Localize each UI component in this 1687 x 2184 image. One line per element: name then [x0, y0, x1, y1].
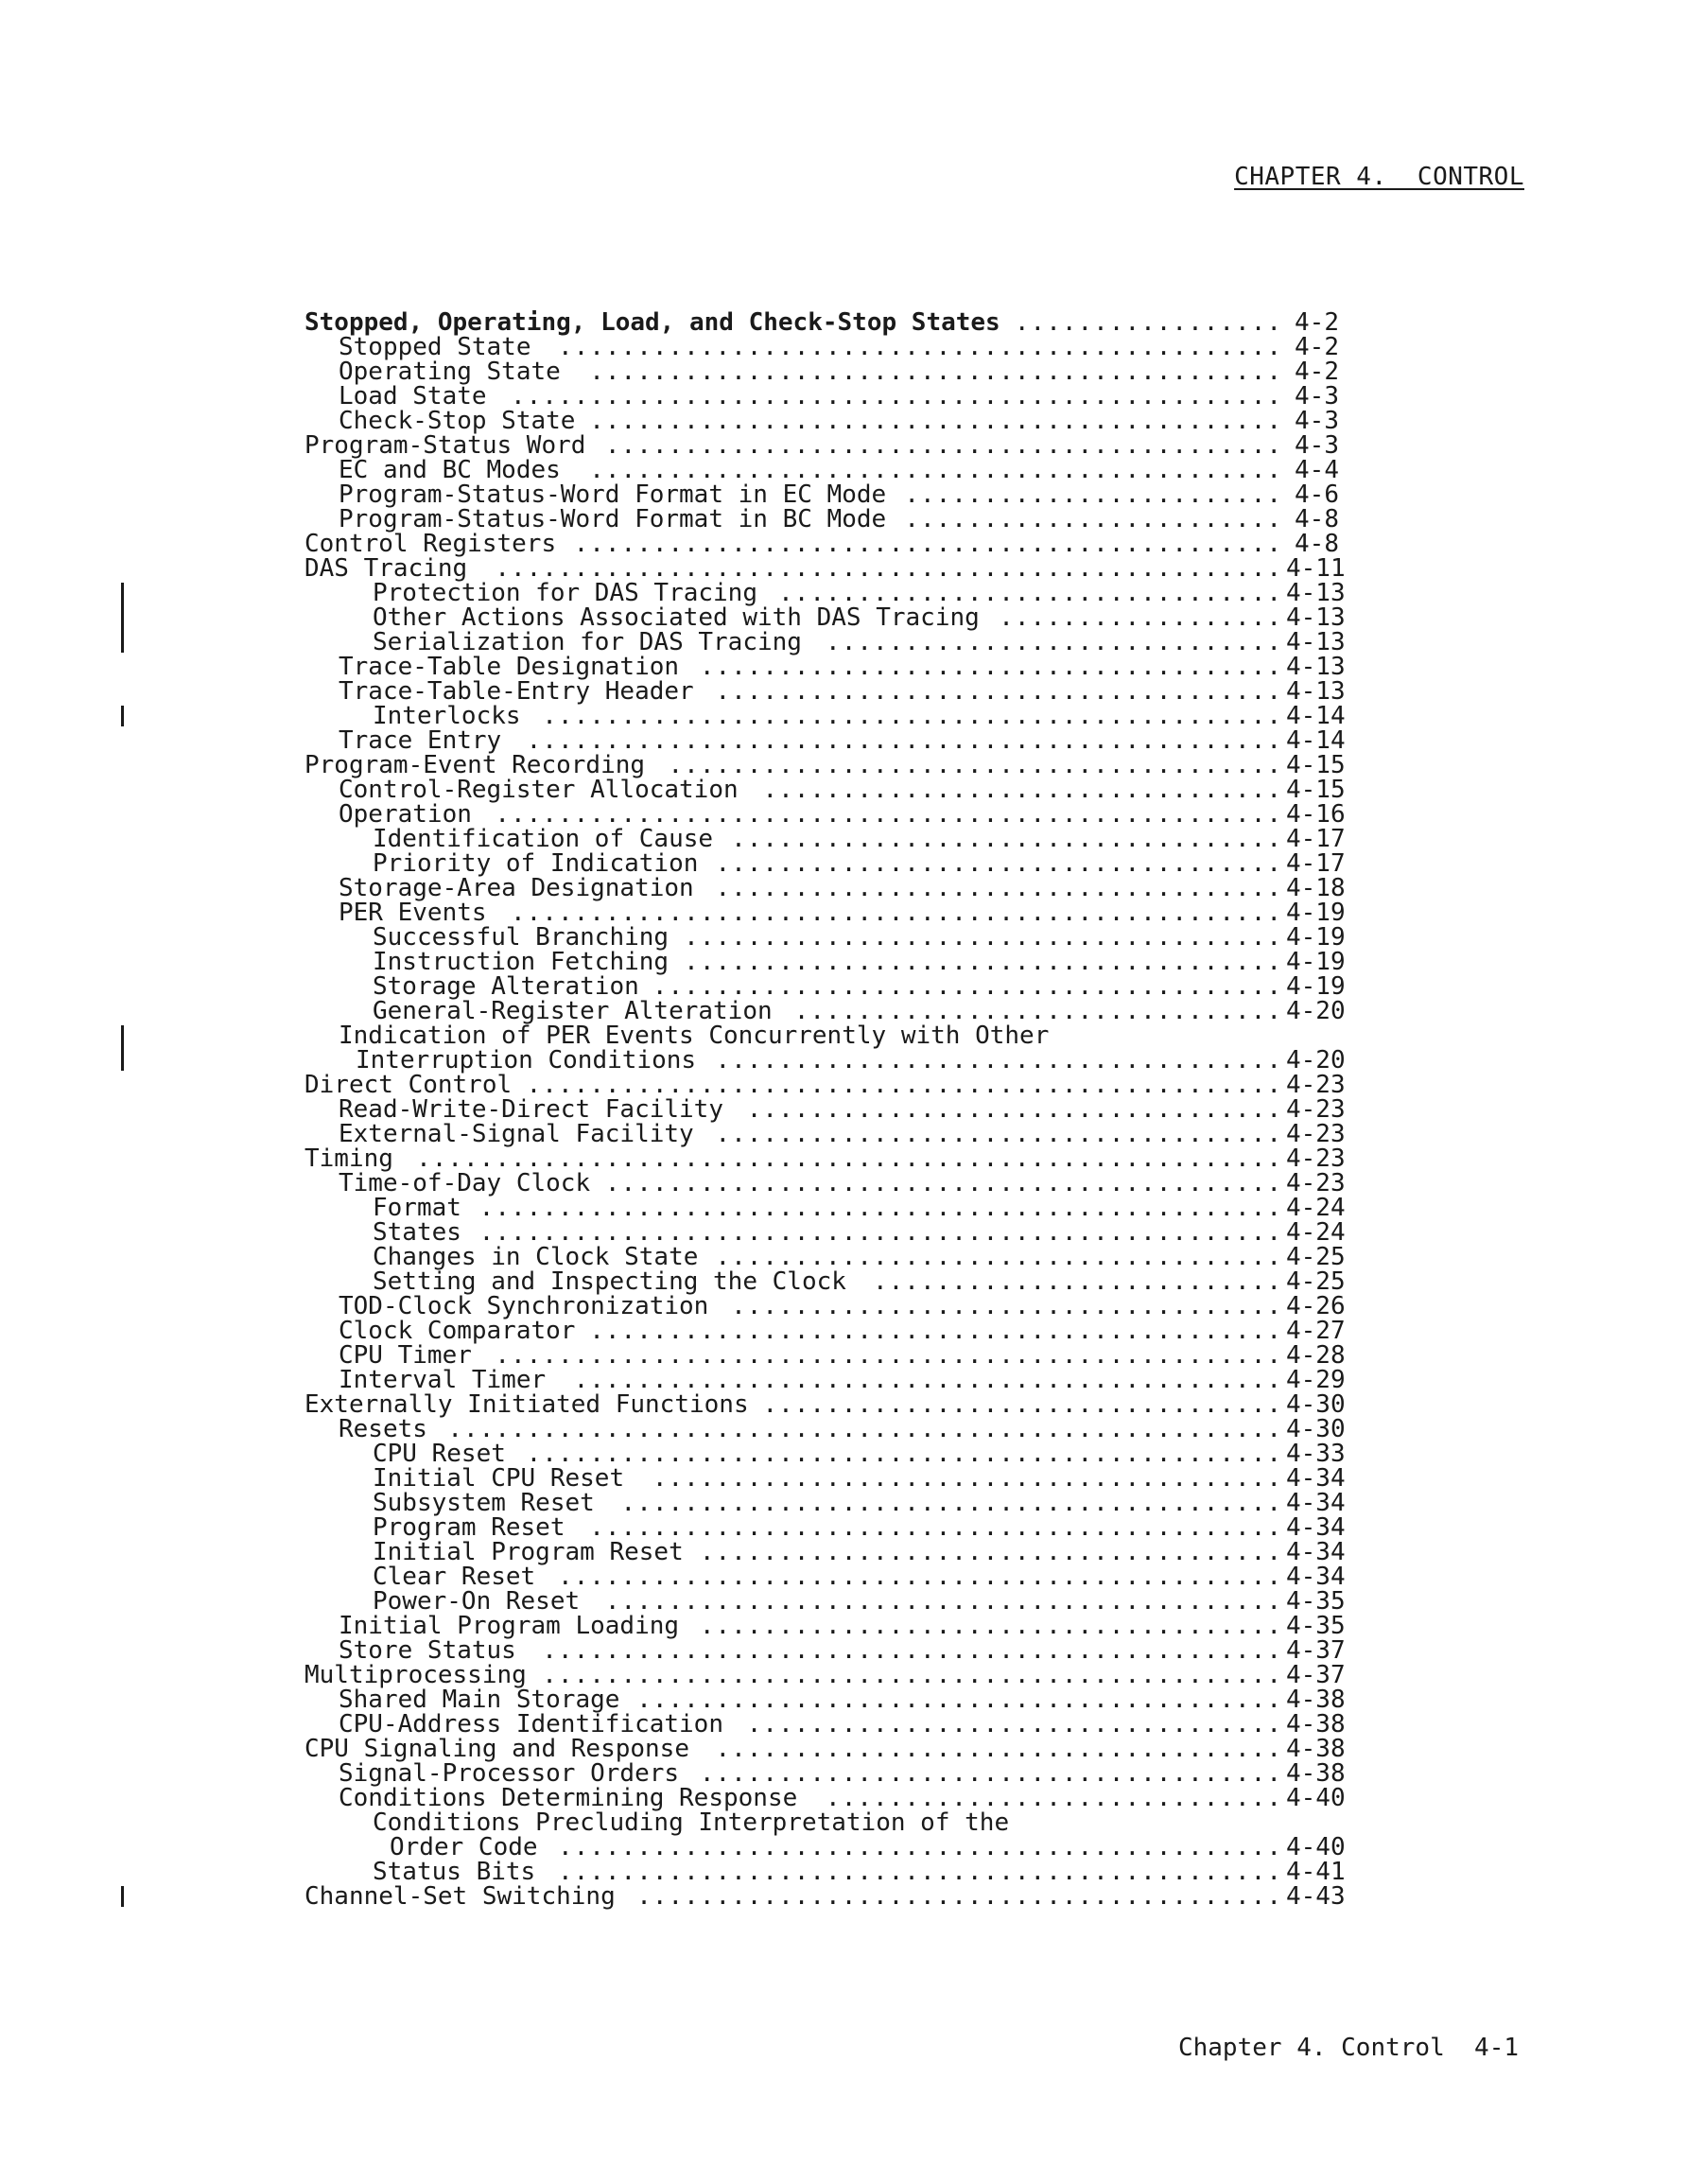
toc-entry-page: 4-2	[1295, 333, 1339, 361]
toc-entry-title: Interval Timer	[339, 1366, 547, 1394]
toc-entry-title: Load State	[339, 382, 487, 411]
toc-entry-title: Indication of PER Events Concurrently with Other	[339, 1022, 1050, 1050]
toc-entry-title: Order Code	[390, 1833, 538, 1861]
toc-entry-title: Trace-Table-Entry Header	[339, 677, 694, 706]
toc-entry	[304, 1735, 1346, 1763]
toc-entry-page: 4-13	[1286, 603, 1346, 632]
toc-entry-title: Storage-Area Designation	[339, 874, 694, 902]
toc-entry-title: Check-Stop State	[339, 407, 576, 435]
toc-entry-page: 4-20	[1286, 1046, 1346, 1075]
toc-entry-title: EC and BC Modes	[339, 456, 561, 484]
dot-leader: .................................................	[510, 899, 1282, 927]
toc-entry	[304, 653, 1346, 681]
toc-entry	[304, 923, 1346, 952]
toc-entry-title: Other Actions Associated with DAS Tracing	[373, 603, 980, 632]
toc-entry-title: CPU Reset	[373, 1440, 506, 1468]
toc-entry-title: Serialization for DAS Tracing	[373, 628, 802, 656]
toc-entry	[304, 1169, 1346, 1197]
toc-entry	[304, 603, 1346, 632]
toc-entry	[304, 579, 1346, 607]
toc-entry-title: Multiprocessing	[304, 1661, 527, 1689]
toc-entry-title: Channel-Set Switching	[304, 1882, 616, 1911]
toc-entry	[304, 1464, 1346, 1493]
toc-entry	[304, 628, 1346, 656]
toc-entry-title: Signal-Processor Orders	[339, 1759, 680, 1788]
dot-leader: ...........................................	[604, 1169, 1282, 1197]
dot-leader: ....................................	[715, 1243, 1282, 1271]
dot-leader: ............................................	[589, 407, 1282, 435]
toc-entry-title: Changes in Clock State	[373, 1243, 699, 1271]
toc-entry-page: 4-13	[1286, 628, 1346, 656]
toc-entry	[304, 1243, 1346, 1271]
toc-entry-title: Power-On Reset	[373, 1587, 581, 1616]
dot-leader: .....................................	[699, 1538, 1282, 1566]
dot-leader: ...............................................	[542, 1636, 1282, 1665]
toc-entry-page: 4-38	[1286, 1710, 1346, 1738]
toc-entry	[304, 1882, 1346, 1911]
toc-entry	[304, 482, 1339, 507]
toc-entry	[304, 776, 1346, 804]
toc-entry-page: 4-25	[1286, 1267, 1346, 1296]
dot-leader: ......................................	[684, 923, 1282, 952]
toc-entry-page: 4-2	[1295, 358, 1339, 386]
toc-entry-page: 4-19	[1286, 899, 1346, 927]
dot-leader: ...........................................	[604, 1587, 1282, 1616]
toc-entry-page: 4-40	[1286, 1833, 1346, 1861]
toc-entry	[304, 1218, 1346, 1247]
dot-leader: .................................	[762, 776, 1282, 804]
dot-leader: ................................................	[526, 726, 1282, 755]
toc-entry	[304, 1710, 1346, 1738]
dot-leader: ..................................................	[495, 800, 1282, 829]
toc-entry	[304, 1858, 1346, 1886]
dot-leader: ........................................	[652, 1464, 1282, 1493]
toc-entry-title: Interruption Conditions	[356, 1046, 697, 1075]
toc-entry-title: States	[373, 1218, 461, 1247]
toc-entry-page: 4-24	[1286, 1194, 1346, 1222]
toc-entry	[304, 972, 1346, 1001]
dot-leader: .........................................	[636, 1882, 1282, 1911]
toc-entry	[304, 726, 1346, 755]
dot-leader: ........................	[904, 505, 1282, 533]
toc-entry	[304, 335, 1339, 359]
toc-entry-title: DAS Tracing	[304, 554, 468, 583]
toc-entry	[304, 1833, 1346, 1861]
dot-leader: ..................................................	[495, 1341, 1282, 1370]
dot-leader: .........................................	[636, 1686, 1282, 1714]
dot-leader: ................................	[778, 579, 1282, 607]
dot-leader: .....................................	[699, 1612, 1282, 1640]
dot-leader: ..............................................	[557, 333, 1282, 361]
dot-leader: .............................	[826, 1784, 1282, 1812]
toc-entry-page: 4-20	[1286, 997, 1346, 1025]
toc-entry-page: 4-23	[1286, 1169, 1346, 1197]
toc-entry-title: Store Status	[339, 1636, 516, 1665]
toc-entry	[304, 433, 1339, 458]
toc-entry-title: Control Registers	[304, 530, 557, 558]
toc-entry-title: Clock Comparator	[339, 1317, 576, 1345]
dot-leader: .......................................	[668, 751, 1282, 779]
toc-entry-page: 4-16	[1286, 800, 1346, 829]
toc-entry-title: Protection for DAS Tracing	[373, 579, 757, 607]
toc-entry-page: 4-34	[1286, 1563, 1346, 1591]
toc-entry-page: 4-14	[1286, 726, 1346, 755]
toc-entry	[304, 310, 1339, 335]
toc-entry-page: 4-34	[1286, 1538, 1346, 1566]
toc-entry-page: 4-2	[1295, 308, 1339, 337]
toc-entry-title: General-Register Alteration	[373, 997, 773, 1025]
toc-entry-page: 4-4	[1295, 456, 1339, 484]
toc-entry-title: Status Bits	[373, 1858, 536, 1886]
dot-leader: ....................................	[715, 849, 1282, 878]
dot-leader: ............................................	[589, 1317, 1282, 1345]
dot-leader: ..................................................	[495, 554, 1282, 583]
toc-entry-title: Operation	[339, 800, 472, 829]
toc-entry	[304, 849, 1346, 878]
toc-entry-title: Operating State	[339, 358, 561, 386]
toc-entry	[304, 1563, 1346, 1591]
toc-entry-page: 4-23	[1286, 1071, 1346, 1099]
dot-leader: ..............................................	[557, 1833, 1282, 1861]
dot-leader: .............................................	[573, 530, 1282, 558]
dot-leader: ..................................	[746, 1095, 1282, 1124]
toc-entry-title: Conditions Precluding Interpretation of the	[373, 1808, 1010, 1837]
toc-entry-page: 4-27	[1286, 1317, 1346, 1345]
dot-leader: ...................................	[731, 825, 1282, 853]
toc-entry-title: Shared Main Storage	[339, 1686, 620, 1714]
dot-leader: ................................................	[526, 1440, 1282, 1468]
toc-entry	[304, 751, 1346, 779]
toc-entry-title: Initial Program Reset	[373, 1538, 684, 1566]
revision-bar	[121, 1025, 124, 1071]
toc-entry	[304, 384, 1339, 409]
dot-leader: ....................................	[715, 1046, 1282, 1075]
table-of-contents	[304, 308, 1346, 1911]
toc-entry-title: Priority of Indication	[373, 849, 699, 878]
dot-leader: ..............................................	[557, 1858, 1282, 1886]
toc-entry-page: 4-3	[1295, 382, 1339, 411]
toc-entry-page: 4-38	[1286, 1735, 1346, 1763]
toc-entry-page: 4-33	[1286, 1440, 1346, 1468]
toc-entry-title: Timing	[304, 1144, 393, 1173]
toc-entry-title: Program-Status-Word Format in BC Mode	[339, 505, 887, 533]
toc-entry-page: 4-17	[1286, 849, 1346, 878]
toc-entry	[304, 677, 1346, 706]
dot-leader: ............................................	[589, 456, 1282, 484]
toc-entry-page: 4-14	[1286, 702, 1346, 730]
dot-leader: ......................................	[684, 948, 1282, 976]
dot-leader: ........................................	[652, 972, 1282, 1001]
toc-entry-title: Storage Alteration	[373, 972, 639, 1001]
revision-bar	[121, 583, 124, 653]
toc-entry-title: Successful Branching	[373, 923, 670, 952]
toc-entry-page: 4-23	[1286, 1095, 1346, 1124]
toc-entry	[304, 1071, 1346, 1099]
toc-entry-title: Interlocks	[373, 702, 521, 730]
dot-leader: ...................................................	[478, 1194, 1282, 1222]
toc-entry	[304, 1194, 1346, 1222]
toc-entry	[304, 1440, 1346, 1468]
toc-entry	[304, 702, 1346, 730]
toc-entry-title: Externally Initiated Functions	[304, 1390, 749, 1419]
toc-entry	[304, 1120, 1346, 1148]
dot-leader: ...............................	[793, 997, 1282, 1025]
toc-entry-title: Direct Control	[304, 1071, 513, 1099]
toc-entry-page: 4-30	[1286, 1390, 1346, 1419]
toc-entry-page: 4-26	[1286, 1292, 1346, 1320]
toc-entry-page: 4-38	[1286, 1759, 1346, 1788]
toc-entry	[304, 997, 1346, 1025]
dot-leader: ..................................	[746, 1710, 1282, 1738]
toc-entry-title: Instruction Fetching	[373, 948, 670, 976]
toc-entry	[304, 800, 1346, 829]
toc-entry-title: Trace Entry	[339, 726, 502, 755]
toc-entry-title: Trace-Table Designation	[339, 653, 680, 681]
toc-entry-title: Format	[373, 1194, 461, 1222]
dot-leader: .......................................................	[416, 1144, 1282, 1173]
toc-entry	[304, 1317, 1346, 1345]
dot-leader: ....................................	[715, 1735, 1282, 1763]
toc-entry-title: Read-Write-Direct Facility	[339, 1095, 723, 1124]
toc-entry-page: 4-15	[1286, 776, 1346, 804]
dot-leader: ...............................................	[542, 702, 1282, 730]
dot-leader: ..........................................	[620, 1489, 1282, 1517]
toc-entry-page: 4-13	[1286, 677, 1346, 706]
toc-entry	[304, 1661, 1346, 1689]
dot-leader: .............................	[826, 628, 1282, 656]
toc-entry-page: 4-40	[1286, 1784, 1346, 1812]
dot-leader: .................................	[762, 1390, 1282, 1419]
toc-entry-title: Program Reset	[373, 1513, 565, 1542]
toc-entry-title: TOD-Clock Synchronization	[339, 1292, 709, 1320]
toc-entry-page: 4-37	[1286, 1636, 1346, 1665]
dot-leader: .................................................	[510, 382, 1282, 411]
revision-bar	[121, 706, 124, 726]
toc-entry-page: 4-29	[1286, 1366, 1346, 1394]
toc-entry-page: 4-38	[1286, 1686, 1346, 1714]
dot-leader: ...............................................	[542, 1661, 1282, 1689]
toc-entry-title: Control-Register Allocation	[339, 776, 739, 804]
toc-entry-title: Program-Status-Word Format in EC Mode	[339, 480, 887, 509]
toc-entry	[304, 1636, 1346, 1665]
dot-leader: .....................................	[699, 1759, 1282, 1788]
toc-entry	[304, 1489, 1346, 1517]
dot-leader: ..........................	[873, 1267, 1282, 1296]
toc-entry	[304, 554, 1346, 583]
toc-entry-page: 4-6	[1295, 480, 1339, 509]
page-footer: Chapter 4. Control 4-1	[1177, 2034, 1519, 2062]
dot-leader: ..............................................	[557, 1563, 1282, 1591]
toc-entry-title: Subsystem Reset	[373, 1489, 595, 1517]
toc-entry	[304, 1023, 1339, 1048]
toc-entry-page: 4-37	[1286, 1661, 1346, 1689]
toc-entry	[304, 1784, 1346, 1812]
toc-entry	[304, 1612, 1346, 1640]
toc-entry	[304, 359, 1339, 384]
toc-entry	[304, 1341, 1346, 1370]
toc-entry-title: CPU Timer	[339, 1341, 472, 1370]
toc-entry	[304, 458, 1339, 482]
toc-entry-page: 4-30	[1286, 1415, 1346, 1443]
toc-entry-page: 4-13	[1286, 653, 1346, 681]
toc-entry	[304, 1095, 1346, 1124]
toc-entry-title: Time-of-Day Clock	[339, 1169, 591, 1197]
toc-entry	[304, 409, 1339, 433]
toc-entry-page: 4-17	[1286, 825, 1346, 853]
dot-leader: ................................................	[526, 1071, 1282, 1099]
toc-entry	[304, 1366, 1346, 1394]
dot-leader: ..................	[999, 603, 1282, 632]
toc-entry-page: 4-28	[1286, 1341, 1346, 1370]
toc-entry	[304, 1415, 1346, 1443]
toc-entry	[304, 1686, 1346, 1714]
toc-entry	[304, 1144, 1346, 1173]
toc-entry	[304, 825, 1346, 853]
toc-entry-page: 4-24	[1286, 1218, 1346, 1247]
toc-entry-page: 4-13	[1286, 579, 1346, 607]
toc-entry-title: CPU-Address Identification	[339, 1710, 723, 1738]
toc-entry-page: 4-35	[1286, 1612, 1346, 1640]
toc-entry-page: 4-34	[1286, 1464, 1346, 1493]
toc-entry	[304, 1046, 1346, 1075]
toc-entry-page: 4-34	[1286, 1513, 1346, 1542]
toc-entry-page: 4-43	[1286, 1882, 1346, 1911]
dot-leader: ....................................	[715, 874, 1282, 902]
toc-entry-title: Identification of Cause	[373, 825, 714, 853]
dot-leader: ...........................................	[604, 431, 1282, 460]
toc-entry-page: 4-25	[1286, 1243, 1346, 1271]
toc-entry-title: PER Events	[339, 899, 487, 927]
dot-leader: ....................................	[715, 677, 1282, 706]
toc-entry	[304, 507, 1339, 532]
toc-entry-title: Resets	[339, 1415, 427, 1443]
toc-entry-page: 4-41	[1286, 1858, 1346, 1886]
toc-entry-title: Program-Event Recording	[304, 751, 646, 779]
toc-entry-title: Setting and Inspecting the Clock	[373, 1267, 846, 1296]
toc-entry	[304, 1759, 1346, 1788]
toc-entry	[304, 1810, 1339, 1835]
toc-entry-page: 4-3	[1295, 407, 1339, 435]
dot-leader: ...................................	[731, 1292, 1282, 1320]
chapter-heading: CHAPTER 4. CONTROL	[1234, 163, 1524, 191]
toc-entry-page: 4-8	[1295, 505, 1339, 533]
toc-entry-page: 4-18	[1286, 874, 1346, 902]
dot-leader: ........................	[904, 480, 1282, 509]
toc-entry-title: Conditions Determining Response	[339, 1784, 798, 1812]
dot-leader: .....................................................	[447, 1415, 1282, 1443]
toc-entry-title: Stopped, Operating, Load, and Check-Stop States	[304, 308, 1000, 337]
toc-entry	[304, 948, 1346, 976]
revision-bar	[121, 1886, 124, 1907]
toc-entry	[304, 1390, 1346, 1419]
dot-leader: .............................................	[573, 1366, 1282, 1394]
toc-entry-title: Initial Program Loading	[339, 1612, 680, 1640]
dot-leader: ............................................	[589, 358, 1282, 386]
toc-entry-title: CPU Signaling and Response	[304, 1735, 689, 1763]
toc-entry	[304, 1538, 1346, 1566]
toc-entry	[304, 532, 1339, 556]
toc-entry-page: 4-19	[1286, 923, 1346, 952]
toc-entry-title: Clear Reset	[373, 1563, 536, 1591]
dot-leader: ............................................	[589, 1513, 1282, 1542]
toc-entry	[304, 1292, 1346, 1320]
toc-entry-title: Initial CPU Reset	[373, 1464, 625, 1493]
dot-leader: .....................................	[699, 653, 1282, 681]
toc-entry	[304, 1587, 1346, 1616]
toc-entry-page: 4-15	[1286, 751, 1346, 779]
toc-entry	[304, 1267, 1346, 1296]
toc-entry-page: 4-34	[1286, 1489, 1346, 1517]
toc-entry-page: 4-19	[1286, 948, 1346, 976]
dot-leader: ....................................	[715, 1120, 1282, 1148]
toc-entry-page: 4-23	[1286, 1144, 1346, 1173]
toc-entry-title: External-Signal Facility	[339, 1120, 694, 1148]
dot-leader: .................	[1014, 308, 1282, 337]
toc-entry	[304, 874, 1346, 902]
toc-entry-page: 4-8	[1295, 530, 1339, 558]
toc-entry	[304, 899, 1346, 927]
toc-entry-title: Program-Status Word	[304, 431, 586, 460]
toc-entry	[304, 1513, 1346, 1542]
toc-entry-page: 4-35	[1286, 1587, 1346, 1616]
dot-leader: ...................................................	[478, 1218, 1282, 1247]
toc-entry-page: 4-3	[1295, 431, 1339, 460]
toc-entry-title: Stopped State	[339, 333, 531, 361]
toc-entry-page: 4-19	[1286, 972, 1346, 1001]
toc-entry-page: 4-11	[1286, 554, 1346, 583]
toc-entry-page: 4-23	[1286, 1120, 1346, 1148]
